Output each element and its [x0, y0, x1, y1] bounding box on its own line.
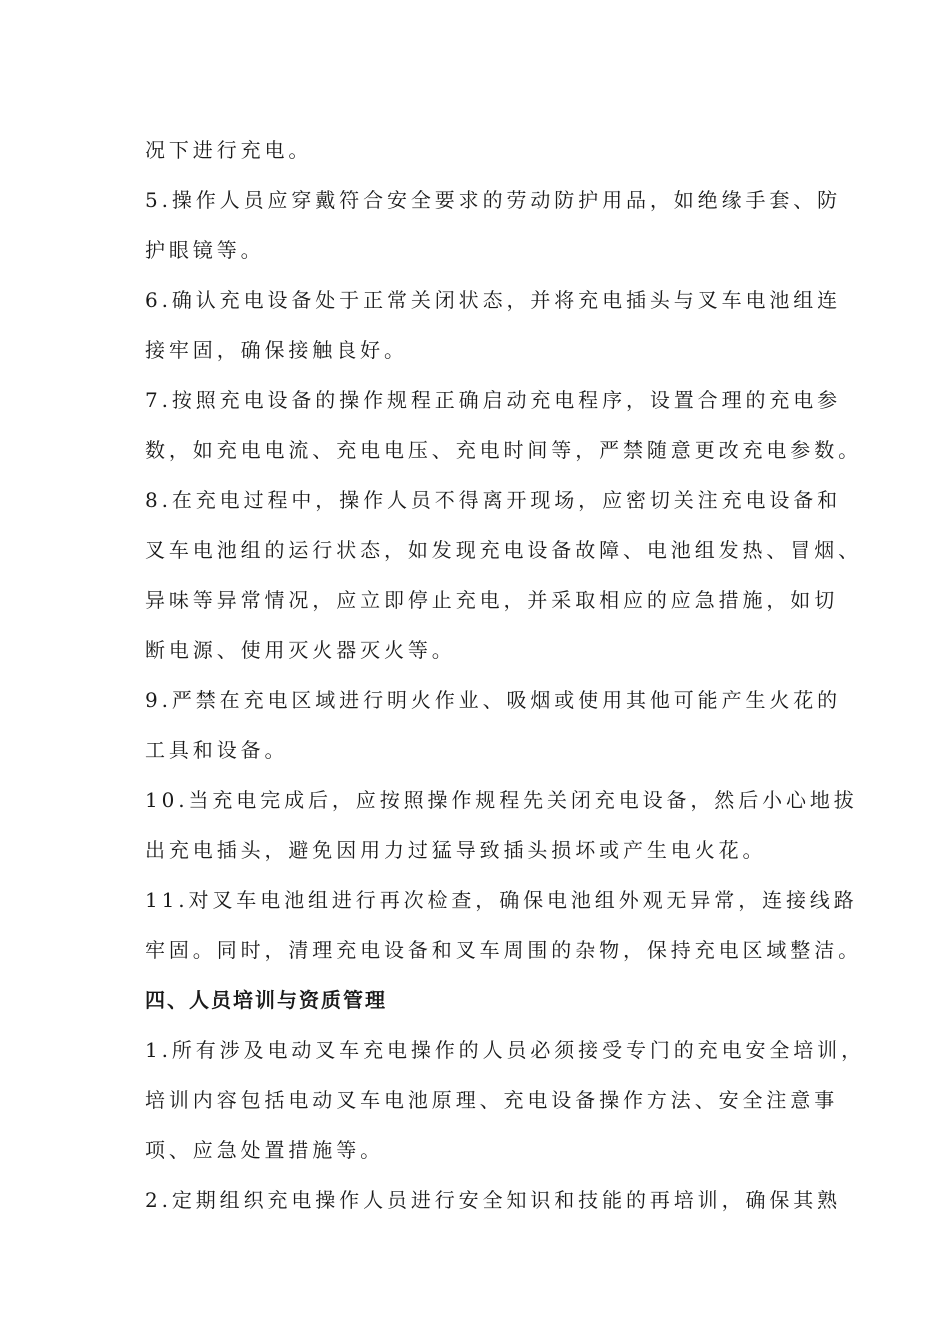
text-line: 接牢固，确保接触良好。	[145, 338, 408, 362]
text-line: 9.严禁在充电区域进行明火作业、吸烟或使用其他可能产生火花的	[145, 688, 842, 712]
text-line: 出充电插头，避免因用力过猛导致插头损坏或产生电火花。	[145, 838, 767, 862]
text-line: 项、应急处置措施等。	[145, 1138, 384, 1162]
text-line: 叉车电池组的运行状态，如发现充电设备故障、电池组发热、冒烟、	[145, 538, 862, 562]
text-line: 8.在充电过程中，操作人员不得离开现场，应密切关注充电设备和	[145, 488, 842, 512]
text-line: 6.确认充电设备处于正常关闭状态，并将充电插头与叉车电池组连	[145, 288, 842, 312]
text-line: 异味等异常情况，应立即停止充电，并采取相应的应急措施，如切	[145, 588, 839, 612]
text-line: 护眼镜等。	[145, 238, 265, 262]
text-line: 断电源、使用灭火器灭火等。	[145, 638, 456, 662]
text-line: 7.按照充电设备的操作规程正确启动充电程序，设置合理的充电参	[145, 388, 842, 412]
text-line: 5.操作人员应穿戴符合安全要求的劳动防护用品，如绝缘手套、防	[145, 188, 842, 212]
text-line: 数，如充电电流、充电电压、充电时间等，严禁随意更改充电参数。	[145, 438, 862, 462]
text-line: 况下进行充电。	[145, 138, 313, 162]
text-line: 2.定期组织充电操作人员进行安全知识和技能的再培训，确保其熟	[145, 1188, 842, 1212]
text-line: 工具和设备。	[145, 738, 289, 762]
text-line: 10.当充电完成后，应按照操作规程先关闭充电设备，然后小心地拔	[145, 788, 858, 812]
text-line: 培训内容包括电动叉车电池原理、充电设备操作方法、安全注意事	[145, 1088, 839, 1112]
text-line: 1.所有涉及电动叉车充电操作的人员必须接受专门的充电安全培训，	[145, 1038, 865, 1062]
text-line: 牢固。同时，清理充电设备和叉车周围的杂物，保持充电区域整洁。	[145, 938, 862, 962]
text-line: 11.对叉车电池组进行再次检查，确保电池组外观无异常，连接线路	[145, 888, 858, 912]
section-heading: 四、人员培训与资质管理	[145, 988, 387, 1012]
